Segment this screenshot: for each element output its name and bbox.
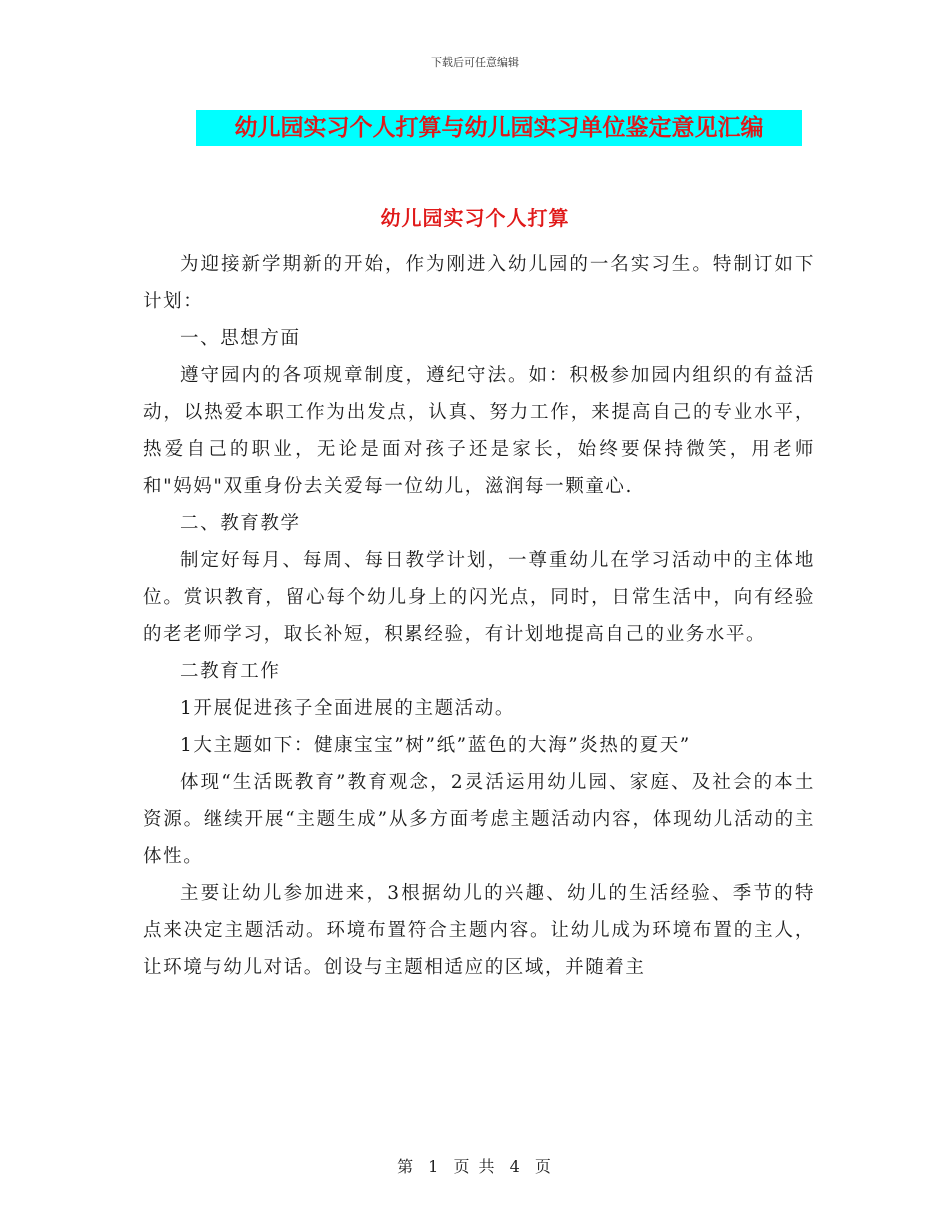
paragraph: 遵守园内的各项规章制度，遵纪守法。如：积极参加园内组织的有益活动，以热爱本职工作为出发点，认真、努力工作，来提高自己的专业水平，热爱自己的职业，无论是面对孩子还是家长，始终要保持微笑，用老师和"妈妈"双重身份去关爱每一位幼儿，滋润每一颗童心. bbox=[143, 365, 815, 497]
paragraph: 主要让幼儿参加进来，3根据幼儿的兴趣、幼儿的生活经验、季节的特点来决定主题活动。环境布置符合主题内容。让幼儿成为环境布置的主人，让环境与幼儿对话。创设与主题相适应的区域，并随着主 bbox=[143, 883, 815, 978]
footer-prefix: 第 bbox=[397, 1157, 416, 1176]
document-title: 幼儿园实习个人打算与幼儿园实习单位鉴定意见汇编 bbox=[234, 115, 764, 141]
document-body bbox=[143, 246, 815, 986]
paragraph: 二、教育教学 bbox=[180, 513, 301, 534]
paragraph: 1开展促进孩子全面进展的主题活动。 bbox=[180, 698, 515, 719]
paragraph: 制定好每月、每周、每日教学计划，一尊重幼儿在学习活动中的主体地位。赏识教育，留心每个幼儿身上的闪光点，同时，日常生活中，向有经验的老老师学习，取长补短，积累经验，有计划地提高自己的业务水平。 bbox=[143, 550, 815, 645]
paragraph: 1大主题如下：健康宝宝”树”纸”蓝色的大海”炎热的夏天” bbox=[180, 735, 691, 756]
paragraph: 体现“生活既教育”教育观念，2灵活运用幼儿园、家庭、及社会的本土资源。继续开展“主题生成”从多方面考虑主题活动内容，体现幼儿活动的主体性。 bbox=[143, 772, 815, 867]
current-page-number: 1 bbox=[428, 1157, 441, 1176]
page-footer bbox=[0, 1154, 950, 1177]
paragraph: 一、思想方面 bbox=[180, 328, 301, 349]
paragraph: 为迎接新学期新的开始，作为刚进入幼儿园的一名实习生。特制订如下计划： bbox=[143, 254, 815, 312]
section-title: 幼儿园实习个人打算 bbox=[380, 206, 570, 230]
header-note: 下载后可任意编辑 bbox=[431, 56, 519, 69]
total-page-number: 4 bbox=[509, 1157, 522, 1176]
footer-suffix: 页 bbox=[534, 1157, 553, 1176]
paragraph: 二教育工作 bbox=[180, 661, 281, 682]
footer-middle: 页 共 bbox=[453, 1157, 497, 1176]
